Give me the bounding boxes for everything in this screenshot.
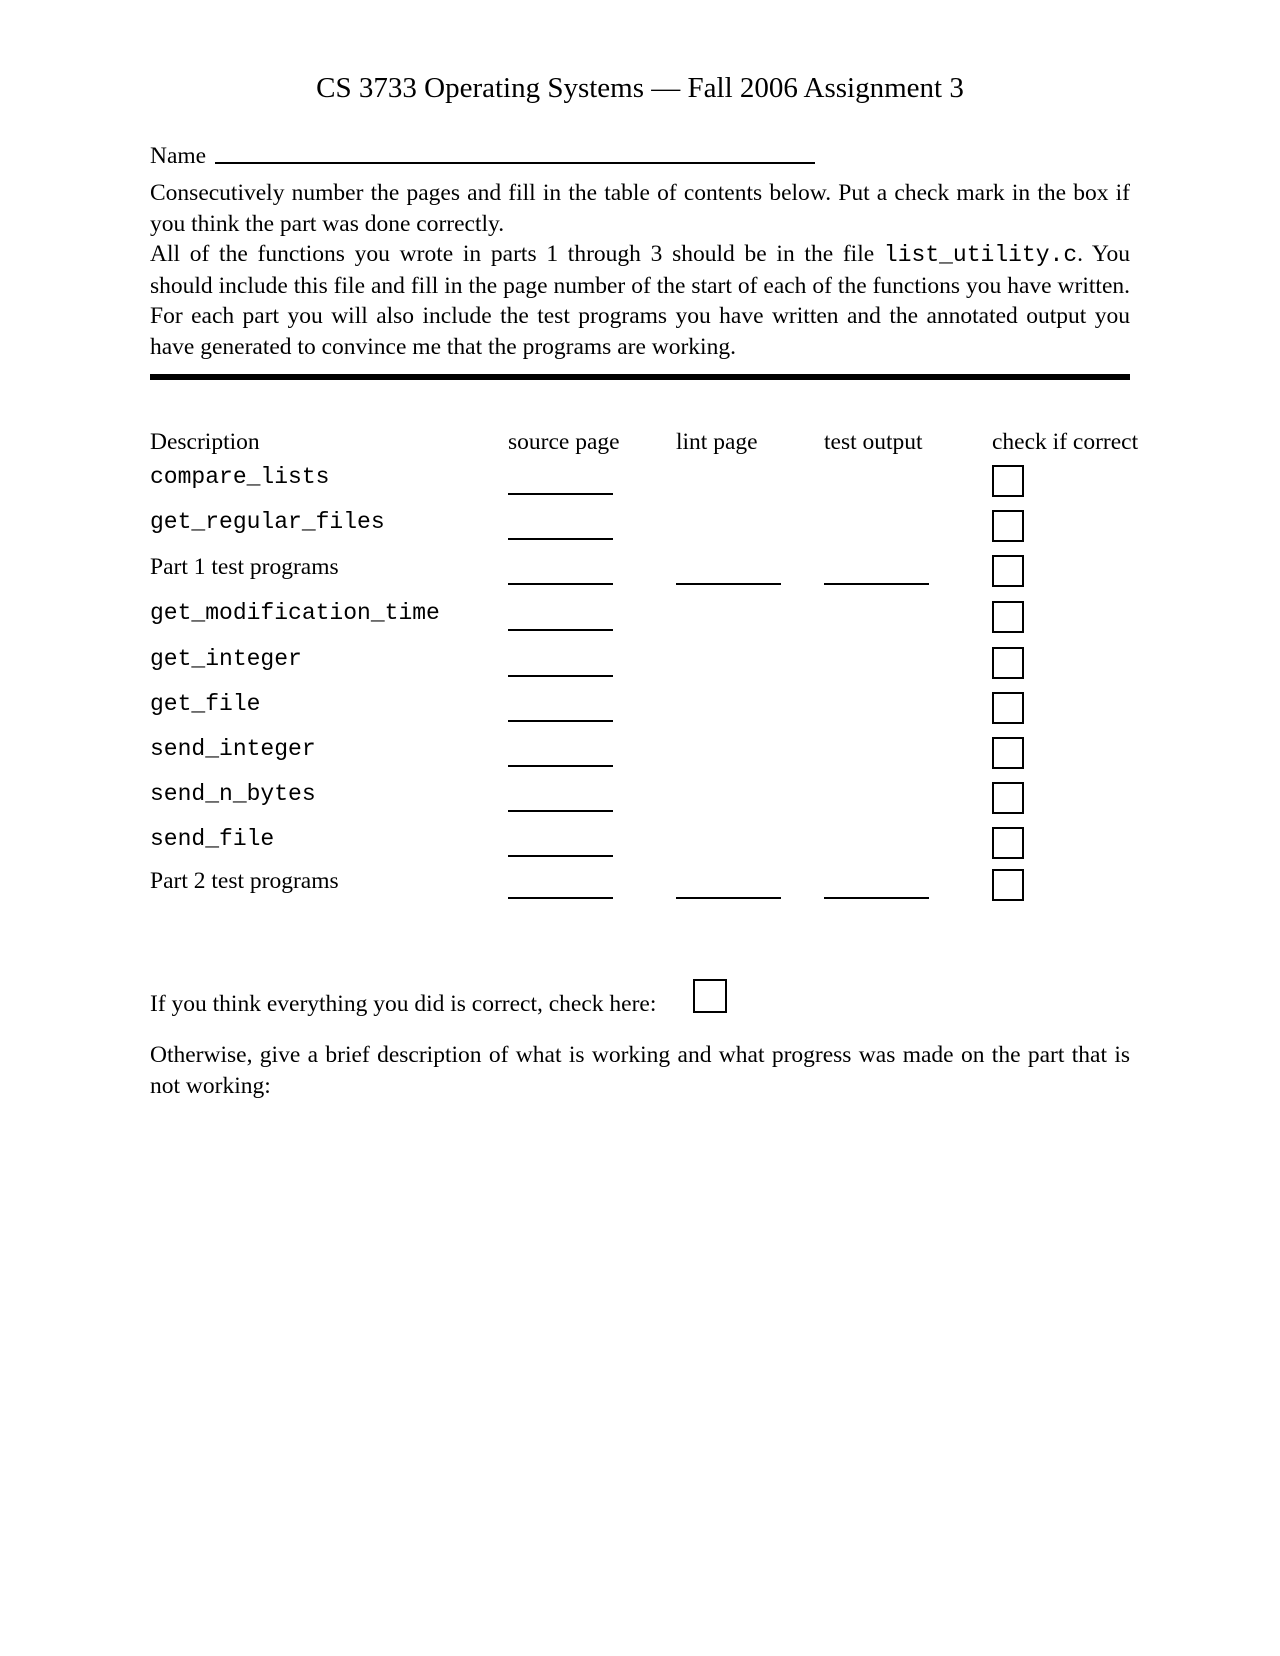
- correct-checkbox[interactable]: [992, 782, 1024, 814]
- row-label: get_file: [150, 691, 261, 717]
- name-label: Name: [150, 143, 207, 169]
- source-page-blank[interactable]: [508, 855, 613, 857]
- row-label: send_file: [150, 826, 275, 852]
- source-page-blank[interactable]: [508, 810, 613, 812]
- header-source-page: source page: [508, 429, 620, 455]
- page-title: CS 3733 Operating Systems — Fall 2006 Assignment 3: [316, 72, 964, 104]
- correct-checkbox[interactable]: [992, 555, 1024, 587]
- name-field-line[interactable]: [215, 162, 815, 164]
- correct-checkbox[interactable]: [992, 737, 1024, 769]
- section-divider: [150, 374, 1130, 380]
- row-label: send_n_bytes: [150, 781, 316, 807]
- correct-checkbox[interactable]: [992, 465, 1024, 497]
- header-description: Description: [150, 429, 260, 455]
- instructions-paragraph-2: [150, 239, 1130, 362]
- lint-page-blank[interactable]: [676, 583, 781, 585]
- source-page-blank[interactable]: [508, 720, 613, 722]
- source-page-blank[interactable]: [508, 675, 613, 677]
- instructions-paragraph-1: Consecutively number the pages and fill in the table of contents below. Put a check mark in the box if you think the part was done correctly.: [150, 180, 1130, 237]
- row-label: send_integer: [150, 736, 316, 762]
- otherwise-text: Otherwise, give a brief description of what is working and what progress was made on the part that is not working:: [150, 1042, 1130, 1099]
- row-label: Part 1 test programs: [150, 554, 339, 580]
- header-lint-page: lint page: [676, 429, 758, 455]
- source-page-blank[interactable]: [508, 583, 613, 585]
- correct-checkbox[interactable]: [992, 827, 1024, 859]
- instructions-text-before: All of the functions you wrote in parts 1 through 3 should be in the file: [150, 241, 884, 267]
- all-correct-label: If you think everything you did is correct, check here:: [150, 991, 657, 1017]
- row-label: get_modification_time: [150, 600, 440, 626]
- header-test-output: test output: [824, 429, 923, 455]
- correct-checkbox[interactable]: [992, 647, 1024, 679]
- source-page-blank[interactable]: [508, 765, 613, 767]
- filename-code: list_utility.c: [883, 242, 1078, 268]
- header-check-if-correct: check if correct: [992, 429, 1139, 455]
- correct-checkbox[interactable]: [992, 869, 1024, 901]
- source-page-blank[interactable]: [508, 493, 613, 495]
- source-page-blank[interactable]: [508, 538, 613, 540]
- instructions-text-after: . You should include this file and fill in the page number of the start of each of the functions you have written. For each part you will also include the test programs you have written and the annotated output you have generated to convince me that the programs are working.: [150, 241, 1130, 360]
- correct-checkbox[interactable]: [992, 510, 1024, 542]
- row-label: Part 2 test programs: [150, 868, 339, 894]
- row-label: compare_lists: [150, 464, 330, 490]
- lint-page-blank[interactable]: [676, 897, 781, 899]
- source-page-blank[interactable]: [508, 897, 613, 899]
- correct-checkbox[interactable]: [992, 601, 1024, 633]
- test-output-blank[interactable]: [824, 897, 929, 899]
- all-correct-checkbox[interactable]: [693, 979, 727, 1013]
- source-page-blank[interactable]: [508, 629, 613, 631]
- row-label: get_regular_files: [150, 509, 385, 535]
- test-output-blank[interactable]: [824, 583, 929, 585]
- correct-checkbox[interactable]: [992, 692, 1024, 724]
- row-label: get_integer: [150, 646, 302, 672]
